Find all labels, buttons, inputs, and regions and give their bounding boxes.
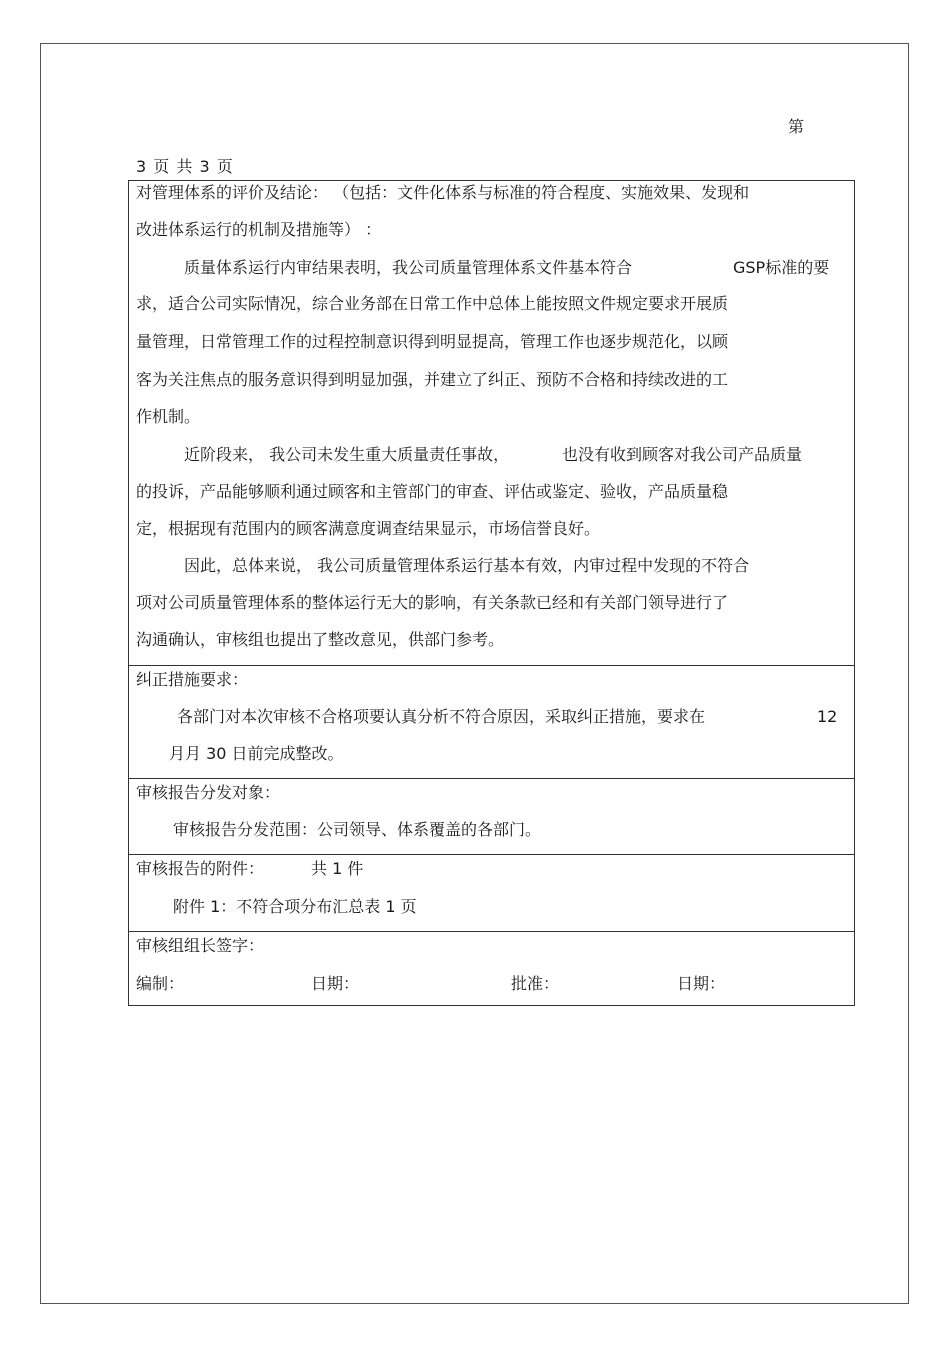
paragraph-1-line-2: 求，适合公司实际情况，综合业务部在日常工作中总体上能按照文件规定要求开展质 [136,294,729,313]
paragraph-1-line-5: 作机制。 [136,407,201,426]
paragraph-3-line-2: 项对公司质量管理体系的整体运行无大的影响，有关条款已经和有关部门领导进行了 [136,593,729,612]
approved-by-label: 批准： [511,974,560,993]
paragraph-3-line-1: 因此，总体来说， 我公司质量管理体系运行基本有效，内审过程中发现的不符合 [184,556,750,575]
prepared-by-label: 编制： [136,974,185,993]
evaluation-heading-cont: 改进体系运行的机制及措施等） ： [136,220,382,239]
attachment-item: 附件 1：不符合项分布汇总表 1 页 [173,897,417,916]
paragraph-1-line-1a: 质量体系运行内审结果表明，我公司质量管理体系文件基本符合 [184,258,633,277]
signature-section [129,931,854,1005]
evaluation-heading: 对管理体系的评价及结论： （包括：文件化体系与标准的符合程度、实施效果、发现和 [136,183,750,202]
corrective-line-1a: 各部门对本次审核不合格项要认真分析不符合原因，采取纠正措施，要求在 [177,707,706,726]
paragraph-3-line-3: 沟通确认，审核组也提出了整改意见，供部门参考。 [136,630,505,649]
page-number-label: 第 [788,117,805,136]
paragraph-2-line-1b: 也没有收到顾客对我公司产品质量 [562,445,803,464]
distribution-body: 审核报告分发范围：公司领导、体系覆盖的各部门。 [173,820,542,839]
corrective-line-2: 月月 30 日前完成整改。 [169,744,344,763]
evaluation-section [129,181,854,665]
distribution-section [129,778,854,854]
paragraph-1-line-3: 量管理，日常管理工作的过程控制意识得到明显提高，管理工作也逐步规范化，以顾 [136,332,729,351]
corrective-line-1b: 12 [817,707,838,726]
signature-heading: 审核组组长签字： [136,936,265,955]
attachments-heading: 审核报告的附件： [136,859,265,878]
paragraph-2-line-2: 的投诉，产品能够顺利通过顾客和主管部门的审查、评估或鉴定、验收，产品质量稳 [136,482,729,501]
approved-date-label: 日期： [677,974,726,993]
paragraph-1-line-4: 客为关注焦点的服务意识得到明显加强，并建立了纠正、预防不合格和持续改进的工 [136,370,729,389]
attachments-count: 共 1 件 [311,859,364,878]
prepared-date-label: 日期： [311,974,360,993]
paragraph-1-line-1b: GSP标准的要 [733,258,830,277]
page-count-label: 3 页 共 3 页 [136,157,233,176]
distribution-heading: 审核报告分发对象： [136,783,281,802]
corrective-heading: 纠正措施要求： [136,670,249,689]
audit-report-table [128,180,855,1006]
attachments-section [129,854,854,931]
corrective-section [129,665,854,778]
paragraph-2-line-3: 定，根据现有范围内的顾客满意度调查结果显示，市场信誉良好。 [136,519,601,538]
paragraph-2-line-1a: 近阶段来， 我公司未发生重大质量责任事故， [184,445,510,464]
